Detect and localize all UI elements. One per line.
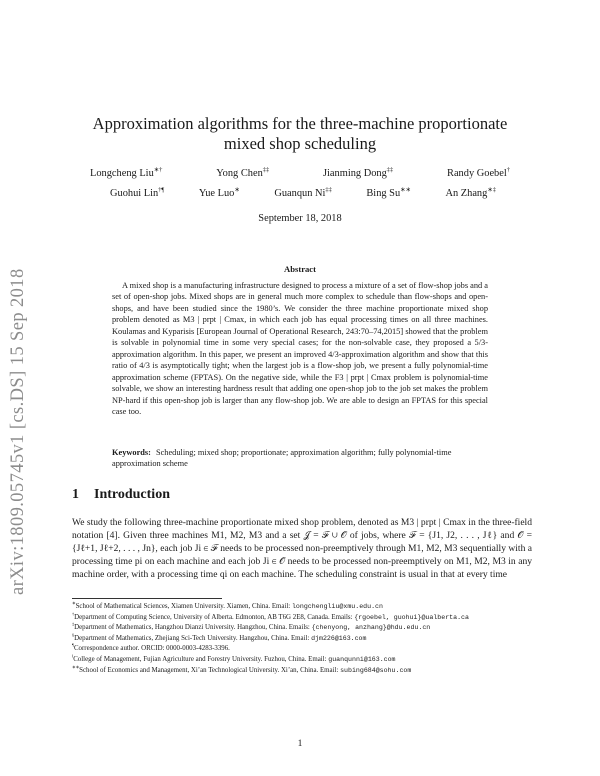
paper-title	[80, 114, 520, 154]
title-line-1: Approximation algorithms for the three-machine proportionate	[92, 114, 508, 133]
keywords-label: Keywords:	[112, 448, 151, 457]
introduction-paragraph: We study the following three-machine proportionate mixed shop problem, denoted as M3 | prpt | Cmax in the three-field notation [4]. Given three machines M1, M2, M3 and a set 𝒥 = ℱ ∪ 𝒪 of jobs, where ℱ = {J1, J2, . . . , Jℓ} and 𝒪 = {Jℓ+1, Jℓ+2, . . . , Jn}, each job Ji ∈ ℱ needs to be processed non-preemptively through M1, M2, M3 sequentially with a processing time pi on each machine and each job Ji ∈ 𝒪 needs to be processed non-preemptively on M1, M2, M3 in any machine order, with a processing time qi on each machine. The scheduling constraint is usual in that at every time	[72, 517, 532, 581]
author: Guanqun Ni‡‡	[274, 186, 332, 199]
author: Randy Goebel†	[447, 166, 510, 179]
author-row-2	[110, 188, 496, 199]
author-row-1	[90, 168, 510, 179]
footnote: ¶Correspondence author. ORCID: 0000-0003-4283-3396.	[72, 643, 230, 653]
author: An Zhang∗‡	[445, 186, 496, 199]
author: Guohui Lin†¶	[110, 186, 165, 199]
keywords-text: Scheduling; mixed shop; proportionate; approximation algorithm; fully polynomial-time approximation scheme	[112, 448, 452, 469]
email-link[interactable]: {chenyong, anzhang}@hdu.edu.cn	[311, 624, 431, 632]
section-number: 1	[72, 487, 79, 502]
email-link[interactable]: {rgoebel, guohui}@ualberta.ca	[354, 613, 469, 621]
abstract-heading: Abstract	[284, 264, 316, 274]
footnote: ‡Department of Mathematics, Hangzhou Dianzi University. Hangzhou, China. Emails: {chenyong, anzhang}@hdu.edu.cn	[72, 621, 431, 632]
title-line-2: mixed shop scheduling	[223, 134, 377, 153]
publication-date: September 18, 2018	[258, 213, 342, 224]
keywords	[112, 447, 488, 470]
footnote: ∗∗School of Economics and Management, Xi’an Technological University. Xi’an, China. Email: subing684@sohu.com	[72, 664, 412, 674]
footnote: ‖College of Management, Fujian Agriculture and Forestry University. Fuzhou, China. Email: guanqunni@163.com	[72, 653, 396, 663]
email-link[interactable]: subing684@sohu.com	[340, 666, 412, 674]
section-title: Introduction	[94, 487, 170, 502]
footnote: †Department of Computing Science, University of Alberta. Edmonton, AB T6G 2E8, Canada. Emails: {rgoebel, guohui}@ualberta.ca	[72, 611, 469, 621]
email-link[interactable]: guanqunni@163.com	[328, 655, 396, 663]
abstract-text: A mixed shop is a manufacturing infrastructure designed to process a mixture of a set of flow-shop jobs and a set of open-shop jobs. Mixed shops are in general much more complex to schedule than flow-shops and open-shops, and have been studied since the 1980’s. We consider the three machine proportionate mixed shop problem denoted as M3 | prpt | Cmax, in which each job has equal processing times on all three machines. Koulamas and Kyparisis [European Journal of Operational Research, 243:70–74,2015] showed that the problem is solvable in polynomial time in some very special cases; for the non-solvable case, they proposed a 5/3-approximation algorithm. In this paper, we present an improved 4/3-approximation algorithm and show that this ratio of 4/3 is asymptotically tight; when the largest job is a flow-shop job, we present a fully polynomial-time approximation scheme (FPTAS). On the negative side, while the F3 | prpt | Cmax problem is polynomial-time solvable, we show an interesting hardness result that adding one open-shop job to the job set makes the problem NP-hard if this open-shop job is larger than any flow-shop job. We are able to design an FPTAS for this special case too.	[112, 281, 488, 416]
author: Yue Luo∗	[198, 186, 240, 199]
author: Bing Su∗∗	[366, 186, 411, 199]
footnotes	[72, 602, 532, 675]
arxiv-identifier-stamp[interactable]: arXiv:1809.05745v1 [cs.DS] 15 Sep 2018	[8, 268, 28, 595]
footnote-rule	[72, 598, 222, 599]
email-link[interactable]: longchengliu@xmu.edu.cn	[291, 603, 383, 610]
footnote: ∗School of Mathematical Sciences, Xiamen University. Xiamen, China. Email: longchengliu@xmu.edu.cn	[72, 600, 383, 610]
author: Yong Chen‡‡	[216, 166, 270, 179]
footnote: §Department of Mathematics, Zhejiang Sci-Tech University. Hangzhou, China. Email: djm226@163.com	[72, 632, 367, 642]
section-heading	[72, 487, 170, 503]
page-number: 1	[297, 738, 303, 749]
author: Longcheng Liu∗†	[90, 166, 163, 179]
email-link[interactable]: djm226@163.com	[311, 634, 367, 642]
author: Jianming Dong‡‡	[323, 166, 394, 179]
